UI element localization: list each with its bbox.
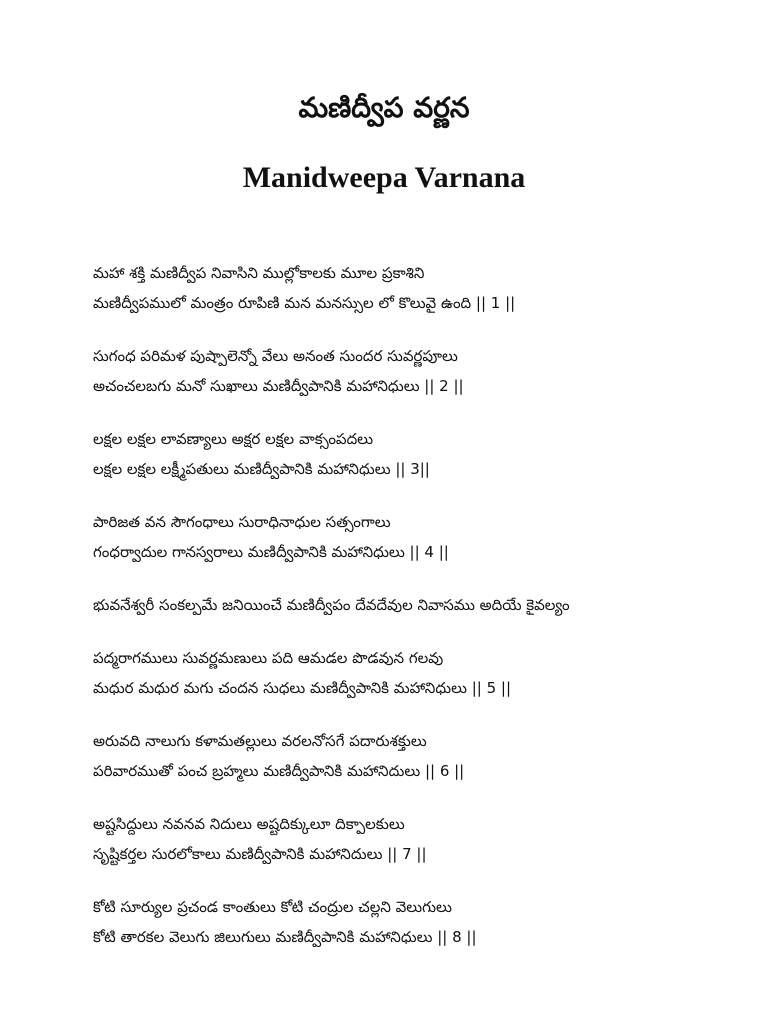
- verse-list: [93, 258, 733, 975]
- verse-line: అరువది నాలుగు కళామతల్లులు వరలనోసగే పదారుశక్తులు: [93, 732, 427, 750]
- verse-line: అచంచలబగు మనో సుఖాలు మణిద్వీపానికి మహానిధులు || 2 ||: [93, 377, 464, 395]
- verse-line: సృష్టికర్తల సురలోకాలు మణిద్వీపానికి మహానిదులు || 7 ||: [93, 845, 427, 863]
- verse-line: భువనేశ్వరీ సంకల్పమే జనియించే మణిద్వీపం దేవదేవుల నివాసము అదియే కైవల్యం: [93, 596, 570, 614]
- stanza-4: [93, 507, 733, 567]
- page-title-telugu: మణిద్వీప వర్ణన: [298, 91, 470, 124]
- stanza-8: [93, 892, 733, 952]
- verse-line: కోటి తారకల వెలుగు జిలుగులు మణిద్వీపానికి మహానిధులు || 8 ||: [93, 928, 477, 946]
- verse-line: మహా శక్తి మణిద్వీప నివాసిని ముల్లోకాలకు మూల ప్రకాశిని: [93, 264, 425, 282]
- stanza-2: [93, 341, 733, 401]
- stanza-1: [93, 258, 733, 318]
- stanza-3: [93, 424, 733, 484]
- verse-line: పారిజత వన సౌగంధాలు సురాధినాధుల సత్సంగాలు: [93, 513, 391, 531]
- stanza-7: [93, 809, 733, 869]
- stanza-refrain: [93, 590, 733, 620]
- verse-line: అష్టసిద్దులు నవనవ నిదులు అష్టదిక్కులూ దిక్పాలకులు: [93, 815, 405, 833]
- verse-line: సుగంధ పరిమళ పుష్పాలెన్నో వేలు అనంత సుందర సువర్ణపూలు: [93, 347, 458, 365]
- verse-line: పరివారముతో పంచ బ్రహ్మలు మణిద్వీపానికి మహానిదులు || 6 ||: [93, 762, 465, 780]
- verse-line: మణిద్వీపములో మంత్రం రూపిణి మన మనస్సుల లో కొలువై ఉంది || 1 ||: [93, 294, 516, 312]
- verse-line: లక్షల లక్షల లక్ష్మీపతులు మణిద్వీపానికి మహానిధులు || 3||: [93, 460, 430, 478]
- verse-line: కోటి సూర్యుల ప్రచండ కాంతులు కోటి చంద్రుల చల్లని వెలుగులు: [93, 898, 452, 916]
- stanza-6: [93, 726, 733, 786]
- verse-line: గంధర్వాదుల గానస్వరాలు మణిద్వీపానికి మహానిధులు || 4 ||: [93, 543, 449, 561]
- verse-line: లక్షల లక్షల లావణ్యాలు అక్షర లక్షల వాక్సంపదలు: [93, 430, 374, 448]
- page-title-english: Manidweepa Varnana: [242, 161, 526, 194]
- verse-line: మధుర మధుర మగు చందన సుధలు మణిద్వీపానికి మహానిధులు || 5 ||: [93, 679, 512, 697]
- stanza-5: [93, 643, 733, 703]
- verse-line: పద్మరాగములు సువర్ణమణులు పది ఆమడల పొడవున గలవు: [93, 649, 444, 667]
